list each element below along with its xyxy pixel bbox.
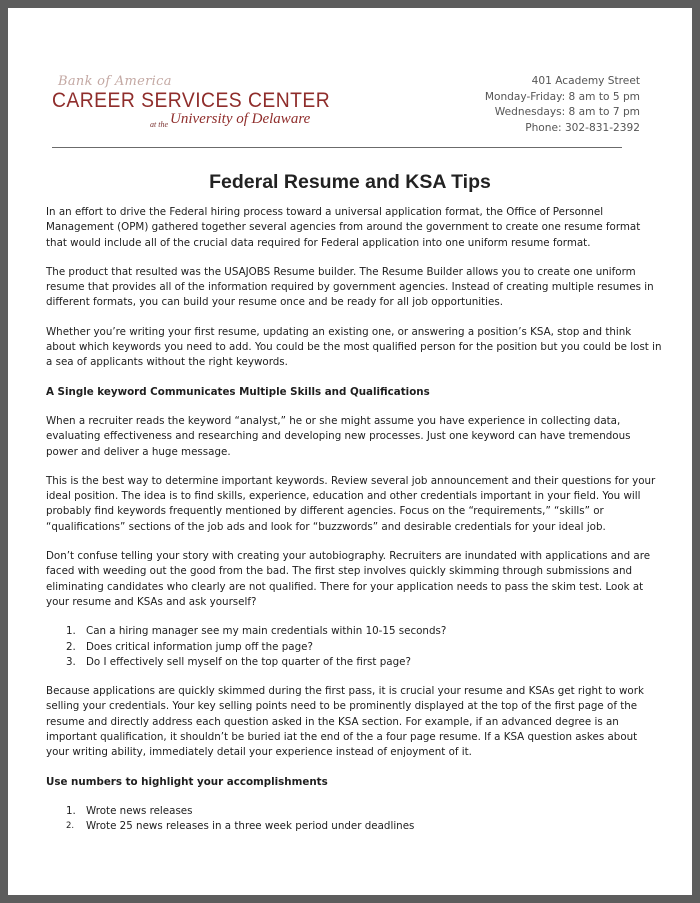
list-item (46, 804, 662, 819)
contact-address: 401 Academy Street (531, 75, 640, 87)
list-item (46, 655, 662, 670)
list-item (46, 640, 662, 655)
logo-at-the-text: at the (150, 120, 168, 129)
logo-university-text: University of Delaware (170, 111, 311, 127)
contact-hours-wednesday: Wednesdays: 8 am to 7 pm (494, 106, 640, 118)
logo-career-text: CAREER SERVICES CENTER (52, 89, 331, 112)
list-item (46, 819, 662, 834)
paragraph: When a recruiter reads the keyword “analyst,” he or she might assume you have experience in collecting data, evaluating effectiveness and researching and developing new processes. Just one keyword can have tremendous power and deliver a huge message. (46, 414, 631, 458)
contact-block (485, 74, 640, 136)
list-number: 2. (66, 821, 75, 832)
question-list (46, 624, 662, 670)
list-item (46, 624, 662, 639)
section-heading: Use numbers to highlight your accomplishments (46, 775, 328, 788)
paragraph: This is the best way to determine important keywords. Review several job announcement and their questions for your ideal position. The idea is to find skills, experience, education and other credentials important in your field. You will probably find keywords frequently mentioned by different agencies. Focus on the “requirements,” “skills” or “qualifications” sections of the job ads and look for “buzzwords” and desirable credentials for your ideal job. (46, 474, 656, 533)
list-item-text: Wrote 25 news releases in a three week period under deadlines (86, 820, 415, 833)
document-body (46, 205, 662, 849)
list-item-text: Can a hiring manager see my main credentials within 10-15 seconds? (86, 625, 447, 638)
paragraph: The product that resulted was the USAJOBS Resume builder. The Resume Builder allows you to create one uniform resume that provides all of the information required by government agencies. Instead of creating multiple resumes in different formats, you can build your resume once and be ready for all job opportunities. (46, 265, 654, 309)
list-item-text: Wrote news releases (86, 804, 193, 817)
list-number: 3. (66, 655, 76, 668)
contact-hours-weekday: Monday-Friday: 8 am to 5 pm (484, 90, 640, 103)
list-number: 2. (66, 640, 76, 653)
page-title: Federal Resume and KSA Tips (209, 171, 491, 193)
document-page (8, 8, 692, 895)
list-number: 1. (66, 625, 76, 638)
paragraph: Whether you’re writing your first resume, updating an existing one, or answering a position’s KSA, stop and think about which keywords you need to add. You could be the most qualified person for the position but you could be lost in a sea of applicants without the right keywords. (46, 325, 662, 369)
contact-phone: Phone: 302-831-2392 (525, 121, 640, 134)
list-item-text: Does critical information jump off the page? (86, 640, 313, 653)
list-item-text: Do I effectively sell myself on the top quarter of the first page? (86, 655, 411, 668)
letterhead (52, 70, 652, 142)
logo-bank-text: Bank of America (58, 74, 172, 89)
header-divider (52, 147, 622, 148)
paragraph: Don’t confuse telling your story with creating your autobiography. Recruiters are inundated with applications and are faced with weeding out the good from the bad. The first step involves quickly skimming through submissions and eliminating candidates who clearly are not qualified. There for your application needs to pass the skim test. Look at your resume and KSAs and ask yourself? (46, 550, 651, 608)
example-list (46, 804, 662, 835)
list-number: 1. (66, 804, 76, 817)
career-services-logo (52, 70, 332, 132)
paragraph: In an effort to drive the Federal hiring process toward a universal application format, the Office of Personnel Management (OPM) gathered together several agencies from around the government to create one resume format that would include all of the crucial data required for Federal application into one uniform resume format. (46, 206, 641, 249)
paragraph: Because applications are quickly skimmed during the first pass, it is crucial your resume and KSAs get right to work selling your credentials. Your key selling points need to be prominently displayed at the top of the first page of the resume and directly address each question asked in the KSA section. For example, if an advanced degree is an important qualification, it shouldn’t be buried iat the end of the a four page resume. If a KSA question askes about your writing ability, immediately detail your experience instead of enjoyment of it. (46, 685, 644, 759)
section-heading: A Single keyword Communicates Multiple Skills and Qualifications (46, 385, 430, 398)
